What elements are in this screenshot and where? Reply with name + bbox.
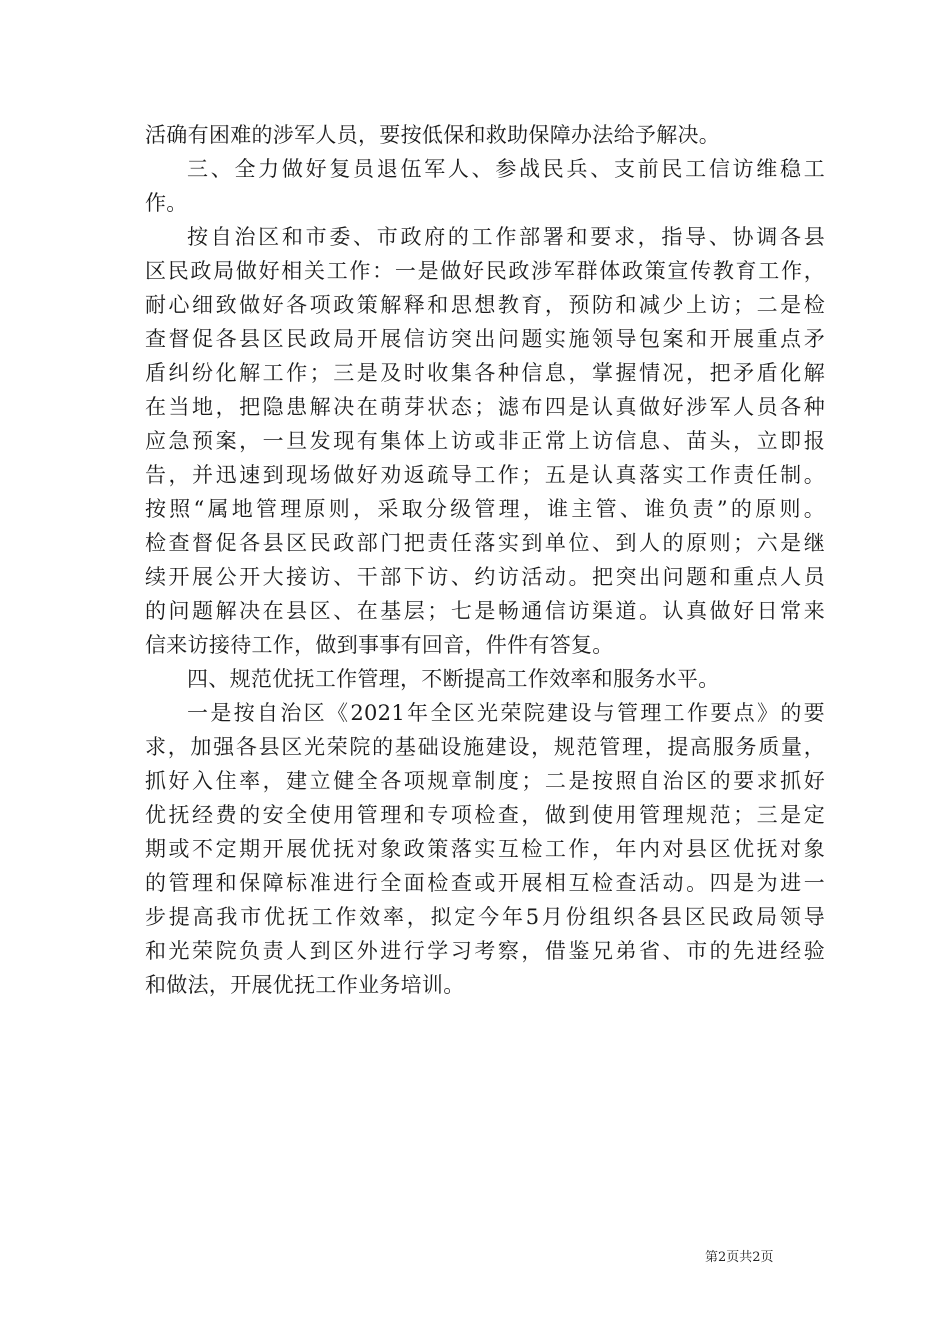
text-line: 活确有困难的涉军人员，要按低保和救助保障办法给予解决。 (145, 123, 721, 147)
text-line: 查督促各县区民政局开展信访突出问题实施领导包案和开展重点矛 (145, 327, 825, 351)
text-line: 检查督促各县区民政部门把责任落实到单位、到人的原则；六是继 (145, 531, 825, 555)
text-line: 的管理和保障标准进行全面检查或开展相互检查活动。四是为进一 (145, 871, 825, 895)
text-line: 期或不定期开展优抚对象政策落实互检工作，年内对县区优抚对象 (145, 837, 825, 861)
text-line: 按自治区和市委、市政府的工作部署和要求，指导、协调各县 (187, 225, 825, 249)
text-line: 四、规范优抚工作管理，不断提高工作效率和服务水平。 (187, 667, 720, 691)
text-line: 的问题解决在县区、在基层；七是畅通信访渠道。认真做好日常来 (145, 599, 825, 623)
text-line: 按照“属地管理原则，采取分级管理，谁主管、谁负责”的原则。 (145, 497, 825, 521)
text-line: 作。 (145, 191, 188, 215)
text-line: 区民政局做好相关工作：一是做好民政涉军群体政策宣传教育工作， (145, 259, 825, 283)
text-line: 和光荣院负责人到区外进行学习考察，借鉴兄弟省、市的先进经验 (145, 939, 825, 963)
text-line: 求，加强各县区光荣院的基础设施建设，规范管理，提高服务质量， (145, 735, 825, 759)
text-line: 告，并迅速到现场做好劝返疏导工作；五是认真落实工作责任制。 (145, 463, 825, 487)
page-number: 第2页共2页 (705, 1250, 774, 1265)
text-line: 和做法，开展优抚工作业务培训。 (145, 973, 465, 997)
text-line: 三、全力做好复员退伍军人、参战民兵、支前民工信访维稳工 (187, 157, 825, 181)
text-line: 信来访接待工作，做到事事有回音，件件有答复。 (145, 633, 614, 657)
text-line: 耐心细致做好各项政策解释和思想教育，预防和减少上访；二是检 (145, 293, 825, 317)
document-body (145, 118, 825, 1002)
text-line: 优抚经费的安全使用管理和专项检查，做到使用管理规范；三是定 (145, 803, 825, 827)
text-line: 步提高我市优抚工作效率，拟定今年5月份组织各县区民政局领导 (145, 905, 825, 929)
text-line: 应急预案，一旦发现有集体上访或非正常上访信息、苗头，立即报 (145, 429, 825, 453)
text-line: 续开展公开大接访、干部下访、约访活动。把突出问题和重点人员 (145, 565, 825, 589)
text-line: 抓好入住率，建立健全各项规章制度；二是按照自治区的要求抓好 (145, 769, 825, 793)
text-line: 一是按自治区《2021年全区光荣院建设与管理工作要点》的要 (187, 701, 825, 725)
text-line: 在当地，把隐患解决在萌芽状态；滤布四是认真做好涉军人员各种 (145, 395, 825, 419)
text-line: 盾纠纷化解工作；三是及时收集各种信息，掌握情况，把矛盾化解 (145, 361, 825, 385)
